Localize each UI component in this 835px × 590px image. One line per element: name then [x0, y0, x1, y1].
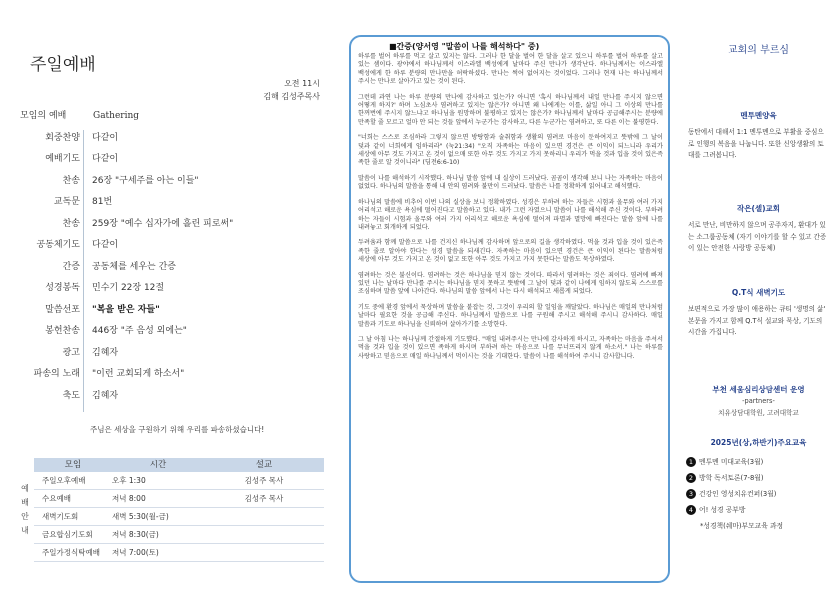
- table-row: 수요예배 저녁 8:00 김성주 목사: [34, 490, 324, 508]
- section-title: Q.T식 새벽기도: [731, 288, 786, 297]
- order-value: Gathering: [93, 111, 140, 121]
- order-row: [0, 235, 330, 257]
- section-text: 동탄에서 대해서 1:1 멘투멘으로 부활을 중심으로 인행의 복음을 나눕니다. 또한 신앙생활의 토대를 그려봅니다.: [688, 128, 824, 159]
- calling-panel: [682, 0, 835, 590]
- section-cell-church: [682, 203, 835, 255]
- order-row: [0, 171, 330, 193]
- testimony-title: ■간증(양서영 "말씀이 나를 해석하다" 중): [389, 42, 540, 51]
- schedule-header-cell: 모임: [64, 460, 82, 470]
- order-row: [0, 321, 330, 343]
- testimony-paragraph: 염려하는 것은 불신이다. 염려하는 것은 하나님을 믿지 않는 것이다. 따라서 염려하는 것은 죄이다. 염려에 빠져 있던 나는 날마다 만나를 주시는 하나님을 믿지 못하고 뜻밖에 그 날이 덫과 같이 나에게 임하지 않도록 스스로를 조심하며 말씀 앞에 나아간다. 하나님의 말씀 앞에서 나는 다시 해석되고 새롭게 되었다.: [358, 271, 663, 296]
- order-row: [0, 364, 330, 386]
- table-row: 주일가정식탁예배 저녁 7:00(토): [34, 544, 324, 562]
- sermon-title: "복을 받은 자들": [92, 304, 160, 315]
- list-item: 1 멘투멘 미대교육(3월): [682, 454, 835, 470]
- order-row: [0, 386, 330, 408]
- order-value: 81번: [92, 197, 113, 207]
- number-badge: 1: [686, 457, 696, 467]
- order-row: [0, 128, 330, 150]
- order-row: [0, 257, 330, 279]
- order-row: [0, 149, 330, 171]
- order-label: 찬송: [62, 175, 80, 186]
- order-value: 446장 "주 음성 외에는": [92, 326, 187, 336]
- order-value: "이런 교회되게 하소서": [92, 369, 185, 379]
- order-label: 파송의 노래: [33, 369, 80, 379]
- order-label: 말씀선포: [45, 304, 80, 315]
- testimony-body: [358, 53, 663, 368]
- number-badge: 2: [686, 473, 696, 483]
- testimony-paragraph: 그 날 아침 나는 하나님께 간절하게 기도했다. "매일 내려주시는 만나에 감사하게 하시고, 자족하는 마음을 주셔서 먹을 것과 입을 것이 있으면 족하게 하시며 부하려 하는 마음으로 나를 무너뜨리지 않게 하소서." 나는 하루를 사랑하고 믿음으로 매일 하나님께서 먹이시는 것을 기대한다. 말씀이 나를 해석하여 주시니 감사합니다.: [358, 335, 663, 360]
- order-row-gathering: [0, 106, 330, 128]
- calling-title: 교회의 부르심: [727, 45, 790, 56]
- testimony-paragraph: 하나님의 말씀에 비추어 이번 나의 실상을 보니 정확하였다. 성경은 부하려 하는 자들은 시험과 올무와 여러 가지 어리석고 해로운 욕심에 떨어진다고 말씀하고 있다. 내가 그런 자였으니 말씀이 나를 해석해 주신 것이다. 부하려 하는 자들이 시험과 올무와 여러 가지 어리석고 해로운 욕심에 떨어져 파멸과 멸망에 빠진다는 말씀 앞에 나를 내려놓고 회개하게 되었다.: [358, 198, 663, 231]
- testimony-paragraph: 두려움과 함께 말씀으로 나를 건지신 하나님께 감사하며 앞으로의 길을 생각하였다. 먹을 것과 입을 것이 있은즉 족한 줄로 알아야 한다는 성경 말씀을 되새긴다. 자족하는 마음이 있으면 경건은 큰 이익이 된다는 말씀처럼 세상에 아무 것도 가지고 온 것이 없고 또한 아무 것도 가지고 가지 못한다는 말씀도 묵상하였다.: [358, 239, 663, 264]
- testimony-paragraph: 그런데 과연 나는 하루 분량의 만나에 감사하고 있는가? 아니면 '혹시 하나님께서 내일 만나를 주시지 않으면 어떻게 하지?' 하며 노심초사 염려하고 있지는 않은가? 아니면 왜 나에게는 이를, 삶일 아니 그 이상의 만나를 한꺼번에 주시지 않느냐고 하나님을 원망하며 불평하고 있지는 않은가? 하나님께서 날마다 공급해주시는 분량에 만족할 줄 모르고 얼마 안 되는 것들 앞에서 누군가는 감사하고, 다른 누군가는 염려하고, 또 다른 이는 불평한다.: [358, 93, 663, 126]
- schedule-table: [21, 458, 324, 562]
- section-qt-prayer: [682, 287, 835, 339]
- order-label: 회중찬양: [45, 132, 80, 143]
- order-value: 공동체를 세우는 간증: [92, 261, 176, 272]
- list-item: *성경책(쉐마)부모교육 과정: [700, 522, 784, 530]
- order-row: [0, 278, 330, 300]
- order-value: 26장 "구세주를 아는 이들": [92, 175, 199, 186]
- partners-list: 치유상담대학원, 고려대학교: [718, 409, 799, 417]
- schedule-header-cell: 설교: [255, 460, 273, 470]
- schedule-header-cell: 시간: [149, 460, 167, 470]
- partners-label: -partners-: [742, 397, 775, 405]
- section-title: 작은(셀)교회: [736, 204, 781, 213]
- order-label: 찬송: [62, 218, 80, 229]
- order-label: 예배기도: [45, 154, 80, 164]
- order-list: [0, 106, 330, 407]
- list-item: 4 어! 성경 공부방: [682, 502, 835, 518]
- testimony-panel: [349, 35, 670, 583]
- order-label: 간증: [62, 261, 80, 272]
- order-row: [0, 214, 330, 236]
- section-counseling-center: [682, 384, 835, 417]
- schedule-header: [34, 458, 324, 472]
- order-row: [0, 192, 330, 214]
- order-value: 김혜자: [92, 390, 119, 401]
- order-label: 교독문: [53, 197, 80, 207]
- sending-note: 주님은 세상을 구원하기 위해 우리를 파송하셨습니다!: [90, 425, 265, 434]
- number-badge: 3: [686, 489, 696, 499]
- order-value: 다같이: [92, 154, 119, 164]
- section-title: 멘투멘양육: [740, 111, 777, 120]
- education-title: 2025년(상,하반기)주요교육: [710, 438, 807, 447]
- order-row: [0, 343, 330, 365]
- testimony-paragraph: 기도 중에 환경 앞에서 묵상하며 말씀을 붙잡는 것, 그것이 우리의 할 일임을 깨달았다. 하나님은 매일의 만나처럼 날마다 필요한 것을 공급해 주신다. 하나님께서 말씀으로 나를 구원해 주시고 해석해 주시니 감사하다. 매일 말씀과 기도로 하나님을 신뢰하며 살아가기를 소망한다.: [358, 303, 663, 328]
- service-time: 오전 11시: [284, 79, 320, 88]
- order-value: 다같이: [92, 240, 119, 250]
- order-value: 민수기 22장 12절: [92, 283, 165, 293]
- order-label: 모임의 예배: [20, 111, 67, 121]
- order-label: 공동체기도: [36, 240, 80, 250]
- section-education: [682, 437, 835, 534]
- order-value: 김혜자: [92, 347, 119, 358]
- worship-order-panel: [0, 0, 330, 590]
- center-title: 부천 세움심리상담센터 운영: [712, 385, 805, 394]
- list-item: 2 방학 독서토론(7-8월): [682, 470, 835, 486]
- order-value: 다같이: [92, 132, 119, 143]
- list-item: 3 건강인 영성치유컨퍼(3월): [682, 486, 835, 502]
- testimony-paragraph: "너희는 스스로 조심하라 그렇지 않으면 방탕함과 술취함과 생활의 염려로 마음이 둔하여지고 뜻밖에 그 날이 덫과 같이 너희에게 임하리라" (눅21:34) "오직 자족하는 마음이 있으면 경건은 큰 이익이 되느니라 우리가 세상에 아무 것도 가지고 온 것이 없으매 또한 아무 것도 가지고 가지 못하리니 우리가 먹을 것과 입을 것이 있은즉 족한 줄로 알 것이니라" (딤전6:6-10): [358, 134, 663, 167]
- order-label: 광고: [62, 347, 80, 358]
- order-title: 주일예배: [30, 55, 96, 75]
- order-label: 봉헌찬송: [45, 326, 80, 336]
- testimony-paragraph: 하루를 벌어 하루를 먹고 살고 있지는 않다. 그러나 한 달을 벌어 한 달을 살고 있으니 하루를 벌어 하루를 살고 있는 셈이다. 광야에서 하나님께서 이스라엘 백성에게 날마다 주신 만나가 생각난다. 하나님께서는 이스라엘 백성에게 한 하루 분량의 만나만을 허락하셨다. 만나는 썩어 없어지는 것이었다. 그러나 현재 나는 하나님께서 주시는 만나로 살아가고 있는 것이 된다.: [358, 53, 663, 86]
- order-row: [0, 300, 330, 322]
- table-row: 금요합심기도회 저녁 8:30(금): [34, 526, 324, 544]
- order-value: 259장 "예수 십자가에 흘린 피로써": [92, 218, 234, 229]
- service-leader: 김해 김성주목사: [263, 92, 320, 101]
- schedule-side-label: 예 배 안 내: [21, 484, 29, 535]
- table-row: 주일오후예배 오후 1:30 김성주 목사: [34, 472, 324, 490]
- testimony-paragraph: 말씀이 나를 해석하기 시작했다. 하나님 말씀 앞에 내 실상이 드러났다. 곰곰이 생각해 보니 나는 자족하는 마음이 없었다. 하나님의 말씀을 통해 내 안의 염려와 불만이 드러났다. 말씀은 나를 정확하게 읽어내고 해석했다.: [358, 174, 663, 191]
- table-row: 새벽기도회 새벽 5:30(월-금): [34, 508, 324, 526]
- section-mentoring: [682, 110, 835, 162]
- section-text: 보편적으로 가장 많이 애용하는 큐티 '생명의 삶' 본문을 가지고 함께 Q.T식 설교와 묵상, 기도의 시간을 가집니다.: [688, 305, 826, 336]
- order-label: 축도: [62, 390, 80, 401]
- section-text: 서로 만난, 비만하지 않으며 공주자지, 환대가 있는 소그룹공동체 (자기 이야기를 할 수 있고 간증이 있는 안전한 사랑방 공동체): [688, 221, 827, 252]
- number-badge: 4: [686, 505, 696, 515]
- education-list: [682, 454, 835, 534]
- order-label: 성경봉독: [45, 283, 80, 293]
